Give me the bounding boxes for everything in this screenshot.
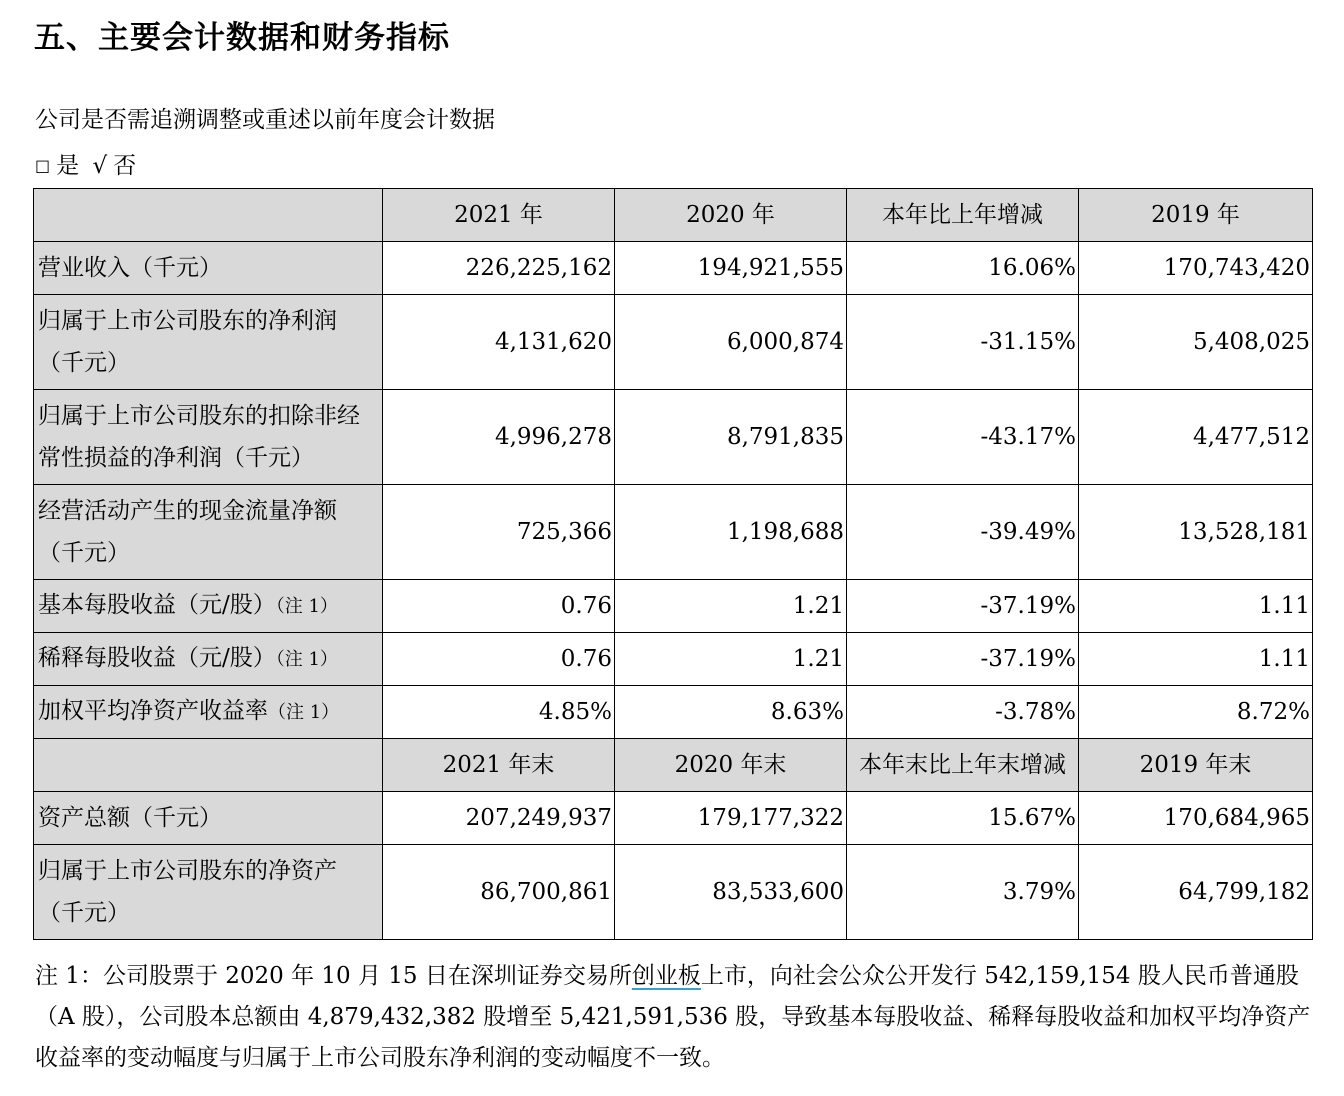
value-cell: 170,684,965 (1079, 792, 1313, 845)
value-cell: 170,743,420 (1079, 242, 1313, 295)
table-row (34, 580, 1313, 633)
value-cell: -3.78% (847, 686, 1079, 739)
value-cell: -43.17% (847, 390, 1079, 485)
value-cell: 4,131,620 (383, 295, 615, 390)
value-cell: 16.06% (847, 242, 1079, 295)
value-cell: 4.85% (383, 686, 615, 739)
value-cell: 207,249,937 (383, 792, 615, 845)
header-cell: 2019 年 (1079, 189, 1313, 242)
header-cell (34, 189, 383, 242)
header-cell: 2020 年 (615, 189, 847, 242)
header-row-annual (34, 189, 1313, 242)
value-cell: 15.67% (847, 792, 1079, 845)
table-row (34, 845, 1313, 940)
value-cell: 179,177,322 (615, 792, 847, 845)
footnote (35, 956, 1325, 1079)
note-reference: （注 1） (275, 649, 338, 670)
value-cell: 8,791,835 (615, 390, 847, 485)
header-cell: 2021 年 (383, 189, 615, 242)
restatement-options (35, 147, 142, 180)
value-cell: -39.49% (847, 485, 1079, 580)
header-cell: 本年末比上年末增减 (847, 739, 1079, 792)
financial-indicators-table (33, 188, 1313, 940)
table-row (34, 485, 1313, 580)
row-label: 归属于上市公司股东的净资产（千元） (34, 845, 383, 940)
value-cell: 0.76 (383, 580, 615, 633)
no-checkmark: √ (92, 153, 108, 179)
section-title: 五、主要会计数据和财务指标 (34, 20, 450, 56)
value-cell: 13,528,181 (1079, 485, 1313, 580)
header-cell: 2019 年末 (1079, 739, 1313, 792)
footnote-text-start: 注 1：公司股票于 2020 年 10 月 15 日在深圳证券交易所 (35, 963, 632, 989)
value-cell: 4,996,278 (383, 390, 615, 485)
yes-checkbox: □ (35, 156, 51, 175)
note-reference: （注 1） (275, 596, 338, 617)
chinext-link[interactable]: 创业板 (631, 963, 701, 989)
value-cell: 8.63% (615, 686, 847, 739)
header-cell (34, 739, 383, 792)
value-cell: 5,408,025 (1079, 295, 1313, 390)
header-cell: 2021 年末 (383, 739, 615, 792)
value-cell: 1.11 (1079, 633, 1313, 686)
value-cell: 725,366 (383, 485, 615, 580)
value-cell: 1.21 (615, 580, 847, 633)
value-cell: 0.76 (383, 633, 615, 686)
table-row (34, 792, 1313, 845)
value-cell: -37.19% (847, 580, 1079, 633)
row-label: 加权平均净资产收益率（注 1） (34, 686, 383, 739)
header-cell: 本年比上年增减 (847, 189, 1079, 242)
value-cell: -37.19% (847, 633, 1079, 686)
value-cell: 1,198,688 (615, 485, 847, 580)
table-row (34, 686, 1313, 739)
restatement-question: 公司是否需追溯调整或重述以前年度会计数据 (35, 107, 495, 133)
note-reference: （注 1） (268, 702, 340, 723)
value-cell: 64,799,182 (1079, 845, 1313, 940)
value-cell: 83,533,600 (615, 845, 847, 940)
header-row-year-end (34, 739, 1313, 792)
value-cell: 6,000,874 (615, 295, 847, 390)
header-cell: 2020 年末 (615, 739, 847, 792)
value-cell: 1.11 (1079, 580, 1313, 633)
value-cell: -31.15% (847, 295, 1079, 390)
value-cell: 226,225,162 (383, 242, 615, 295)
table-row (34, 390, 1313, 485)
table-row (34, 242, 1313, 295)
row-label: 经营活动产生的现金流量净额（千元） (34, 485, 383, 580)
yes-label: 是 (56, 153, 80, 179)
table-row (34, 633, 1313, 686)
value-cell: 4,477,512 (1079, 390, 1313, 485)
row-label: 资产总额（千元） (34, 792, 383, 845)
row-label: 归属于上市公司股东的扣除非经常性损益的净利润（千元） (34, 390, 383, 485)
value-cell: 3.79% (847, 845, 1079, 940)
row-label: 稀释每股收益（元/股）（注 1） (34, 633, 383, 686)
value-cell: 86,700,861 (383, 845, 615, 940)
table-row (34, 295, 1313, 390)
row-label: 基本每股收益（元/股）（注 1） (34, 580, 383, 633)
row-label: 营业收入（千元） (34, 242, 383, 295)
no-label: 否 (113, 153, 137, 179)
value-cell: 8.72% (1079, 686, 1313, 739)
footnote-text-end: 上市，向社会公众公开发行 542,159,154 股人民币普通股（A 股），公司股本总额由 4,879,432,382 股增至 5,421,591,536 股，导致基本每股收益、稀释每股收益和加权平均净资产收益率的变动幅度与归属于上市公司股东净利润的变动幅度不一致。 (35, 963, 1311, 1071)
value-cell: 1.21 (615, 633, 847, 686)
row-label: 归属于上市公司股东的净利润（千元） (34, 295, 383, 390)
value-cell: 194,921,555 (615, 242, 847, 295)
